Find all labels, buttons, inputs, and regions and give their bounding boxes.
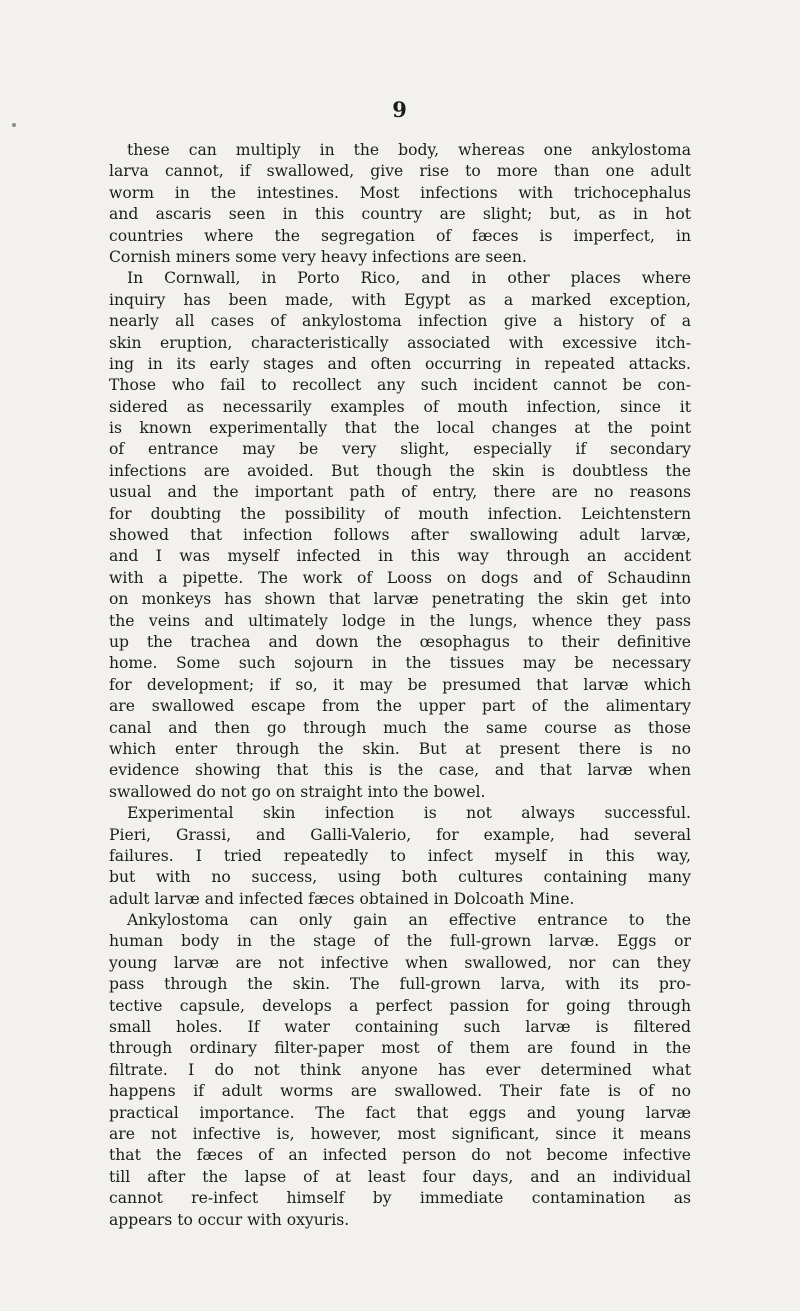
text-line: practical importance. The fact that eggs and young larvæ xyxy=(109,1103,691,1122)
scan-speck xyxy=(12,123,16,127)
text-line: larva cannot, if swallowed, give rise to more than one adult xyxy=(109,162,691,181)
text-line: the veins and ultimately lodge in the lungs, whence they pass xyxy=(109,611,691,630)
text-line: skin eruption, characteristically associated with excessive itch- xyxy=(109,333,691,352)
paragraph xyxy=(109,268,691,803)
text-line: Those who fail to recollect any such incident cannot be con- xyxy=(109,376,691,395)
page-number: 9 xyxy=(392,97,408,122)
text-line: Cornish miners some very heavy infections are seen. xyxy=(109,247,527,266)
text-line: up the trachea and down the œsophagus to their definitive xyxy=(109,632,691,651)
text-line: are swallowed escape from the upper part of the alimentary xyxy=(109,697,691,716)
text-line: till after the lapse of at least four days, and an individual xyxy=(109,1167,691,1186)
text-line: with a pipette. The work of Looss on dogs and of Schaudinn xyxy=(109,568,691,587)
paragraph xyxy=(109,803,691,910)
text-line: swallowed do not go on straight into the bowel. xyxy=(109,782,486,801)
text-line: these can multiply in the body, whereas one ankylostoma xyxy=(127,141,691,159)
text-line: tective capsule, develops a perfect passion for going through xyxy=(109,996,691,1015)
text-line: worm in the intestines. Most infections with trichocephalus xyxy=(109,183,691,202)
text-line: which enter through the skin. But at present there is no xyxy=(109,739,691,758)
text-line: of entrance may be very slight, especially if secondary xyxy=(109,440,691,459)
text-line: nearly all cases of ankylostoma infection give a history of a xyxy=(109,312,691,331)
text-line: cannot re-infect himself by immediate contamination as xyxy=(109,1189,691,1208)
text-line: In Cornwall, in Porto Rico, and in other places where xyxy=(127,269,691,288)
text-line: evidence showing that this is the case, and that larvæ when xyxy=(109,761,691,780)
text-line: and I was myself infected in this way through an accident xyxy=(109,547,691,566)
text-line: sidered as necessarily examples of mouth infection, since it xyxy=(109,397,691,416)
text-line: happens if adult worms are swallowed. Their fate is of no xyxy=(109,1082,691,1101)
text-line: Pieri, Grassi, and Galli-Valerio, for example, had several xyxy=(109,825,691,844)
text-line: ing in its early stages and often occurring in repeated attacks. xyxy=(109,354,691,373)
text-line: failures. I tried repeatedly to infect myself in this way, xyxy=(109,846,691,865)
body-text xyxy=(109,140,691,1231)
text-line: adult larvæ and infected fæces obtained in Dolcoath Mine. xyxy=(109,889,575,908)
text-line: inquiry has been made, with Egypt as a marked exception, xyxy=(109,290,691,309)
text-line: canal and then go through much the same course as those xyxy=(109,718,691,737)
text-line: pass through the skin. The full-grown larva, with its pro- xyxy=(109,975,691,994)
text-line: showed that infection follows after swallowing adult larvæ, xyxy=(109,526,691,545)
text-line: is known experimentally that the local changes at the point xyxy=(109,419,691,438)
text-line: small holes. If water containing such larvæ is filtered xyxy=(109,1018,691,1037)
text-line: countries where the segregation of fæces is imperfect, in xyxy=(109,226,691,245)
text-line: for development; if so, it may be presumed that larvæ which xyxy=(109,675,691,694)
text-line: through ordinary filter-paper most of them are found in the xyxy=(109,1039,691,1058)
text-line: on monkeys has shown that larvæ penetrating the skin get into xyxy=(109,590,691,609)
text-line: home. Some such sojourn in the tissues may be necessary xyxy=(109,654,691,673)
text-line: for doubting the possibility of mouth infection. Leichtenstern xyxy=(109,504,691,523)
text-line: that the fæces of an infected person do not become infective xyxy=(109,1146,691,1165)
paragraph xyxy=(109,140,691,268)
text-line: infections are avoided. But though the skin is doubtless the xyxy=(109,461,691,480)
text-line: filtrate. I do not think anyone has ever determined what xyxy=(109,1060,691,1079)
text-line: Experimental skin infection is not always successful. xyxy=(127,804,691,823)
text-line: are not infective is, however, most significant, since it means xyxy=(109,1124,691,1143)
text-line: appears to occur with oxyuris. xyxy=(109,1210,350,1229)
text-line: young larvæ are not infective when swallowed, nor can they xyxy=(109,953,691,972)
text-line: usual and the important path of entry, there are no reasons xyxy=(109,483,691,502)
text-line: human body in the stage of the full-grown larvæ. Eggs or xyxy=(109,932,691,951)
text-line: and ascaris seen in this country are slight; but, as in hot xyxy=(109,205,691,224)
paragraph xyxy=(109,910,691,1231)
text-line: Ankylostoma can only gain an effective entrance to the xyxy=(127,911,691,930)
text-line: but with no success, using both cultures containing many xyxy=(109,868,691,887)
